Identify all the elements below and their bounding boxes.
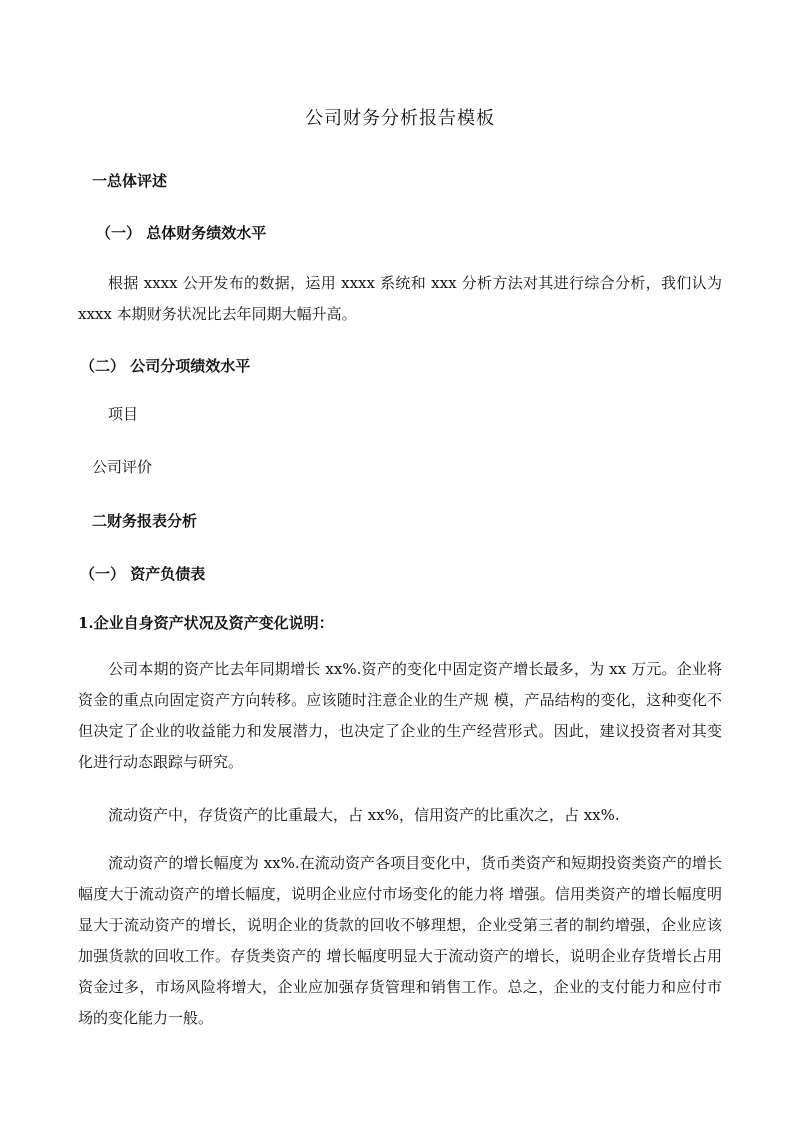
section-heading-overall-review: 一总体评述 (92, 172, 168, 190)
document-title: 公司财务分析报告模板 (305, 108, 495, 129)
paragraph-current-asset-growth: 流动资产的增长幅度为 xx%.在流动资产各项目变化中，货币类资产和短期投资类资产的增长幅度大于流动资产的增长幅度，说明企业应付市场变化的能力将 增强。信用类资产的增长幅度明显大于流动资产的增长，说明企业的货款的回收不够理想，企业受第三者的制约增强，企业应该加强货款的回收工作。存货类资产的 增长幅度明显大于流动资产的增长，说明企业存货增长占用资金过多，市场风险将增大，企业应加强存货管理和销售工作。总之，企业的支付能力和应付市场的变化能力一般。 (78, 854, 722, 1027)
subsection-heading-overall-performance: （一） 总体财务绩效水平 (96, 224, 267, 242)
subsection-heading-balance-sheet: （一） 资产负债表 (80, 565, 206, 583)
subsection-heading-item-performance: （二） 公司分项绩效水平 (80, 357, 251, 375)
item-label: 项目 (108, 405, 139, 423)
paragraph-overall-performance: 根据 xxxx 公开发布的数据，运用 xxxx 系统和 xxx 分析方法对其进行综合分析，我们认为 xxxx 本期财务状况比去年同期大幅升高。 (78, 274, 722, 323)
paragraph-current-asset-share: 流动资产中，存货资产的比重最大，占 xx%，信用资产的比重次之，占 xx%. (108, 806, 620, 824)
paragraph-asset-change: 公司本期的资产比去年同期增长 xx%.资产的变化中固定资产增长最多，为 xx 万元。企业将资金的重点向固定资产方向转移。应该随时注意企业的生产规 模，产品结构的变化，这种变化不但决定了企业的收益能力和发展潜力，也决定了企业的生产经营形式。因此，建议投资者对其变化进行动态跟踪与研究。 (78, 660, 722, 771)
point-heading-asset-status: 1.企业自身资产状况及资产变化说明： (78, 614, 334, 632)
company-evaluation-label: 公司评价 (92, 458, 153, 476)
section-heading-financial-statements: 二财务报表分析 (92, 512, 198, 530)
